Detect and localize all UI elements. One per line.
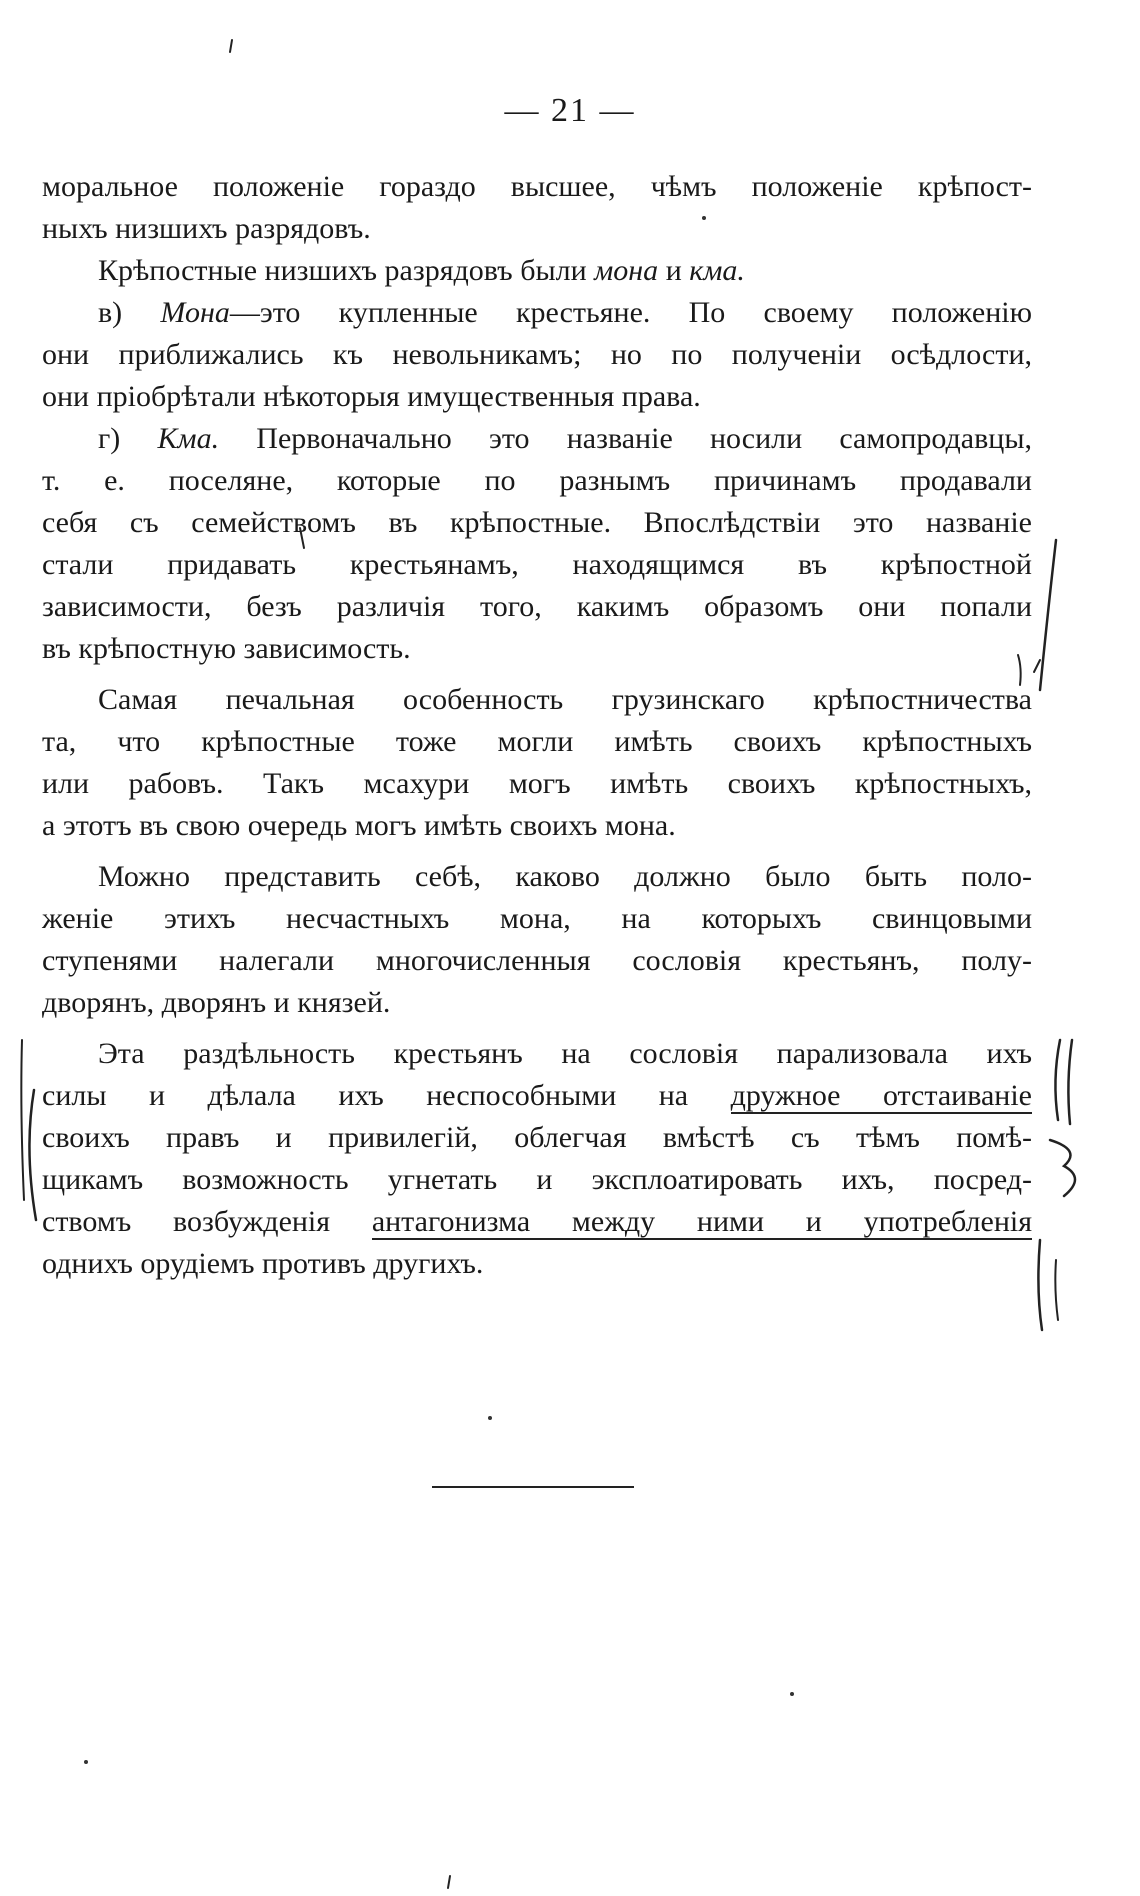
right-margin-line [1055, 1260, 1058, 1320]
right-margin-line [1040, 540, 1056, 690]
underlined-phrase: дружное отстаиванie [730, 1079, 1032, 1112]
margin-tick [448, 1876, 450, 1888]
text-run: и [665, 254, 682, 287]
right-margin-tick [1018, 655, 1021, 685]
left-margin-bracket [29, 1090, 36, 1220]
list-marker: г) [98, 422, 121, 455]
text-line: щикамъ возможность угнетать и эксплоатировать ихъ, посред- [42, 1163, 1032, 1196]
text-run: —это купленные крестьяне. По своему положенiю [229, 296, 1033, 329]
text-line: зависимости, безъ различiя того, какимъ образомъ они попали [42, 590, 1032, 623]
print-speck [702, 216, 706, 220]
margin-tick [300, 528, 304, 548]
right-margin-double-line [1055, 1040, 1060, 1120]
text-line: Самая печальная особенность грузинскаго крѣпостничества [98, 683, 1032, 716]
text-line: ступенями налегали многочисленныя сословiя крестьянъ, полу- [42, 944, 1032, 977]
text-line: т. е. поселяне, которые по разнымъ причинамъ продавали [42, 464, 1032, 497]
text-line: они приближались къ невольникамъ; но по полученiи осѣдлости, [42, 338, 1032, 371]
term-kma: кма. [689, 254, 745, 287]
text-line: дворянъ, дворянъ и князей. [42, 986, 391, 1019]
text-line: или рабовъ. Такъ мсахури могъ имѣть своихъ крѣпостныхъ, [42, 767, 1032, 800]
margin-tick [1034, 660, 1040, 672]
right-margin-line [1038, 1240, 1042, 1330]
right-margin-double-line [1068, 1040, 1072, 1124]
text-line: своихъ правъ и привилегiй, облегчая вмѣстѣ съ тѣмъ помѣ- [42, 1121, 1032, 1154]
text-line: ныхъ низшихъ разрядовъ. [42, 212, 371, 245]
text-run: Крѣпостные низшихъ разрядовъ были [98, 254, 587, 287]
text-run: силы и дѣлала ихъ неспособными на [42, 1079, 689, 1112]
term-kma: Кма. [157, 422, 220, 455]
term-mona: Мона [160, 296, 230, 329]
term-mona: мона [594, 254, 659, 287]
underlined-phrase: антагонизма между ними и употребленiя [371, 1205, 1033, 1238]
page-number: — 21 — [504, 92, 636, 129]
list-marker: в) [98, 296, 123, 329]
text-line: однихъ орудiемъ противъ другихъ. [42, 1247, 484, 1280]
left-margin-line [21, 1040, 24, 1200]
right-margin-brace [1050, 1140, 1075, 1196]
text-line: стали придавать крестьянамъ, находящимся въ крѣпостной [42, 548, 1032, 581]
print-speck [488, 1416, 492, 1420]
text-line: та, что крѣпостные тоже могли имѣть своихъ крѣпостныхъ [42, 725, 1032, 758]
text-line: Можно представить себѣ, каково должно было быть поло- [98, 860, 1032, 893]
text-line: въ крѣпостную зависимость. [42, 632, 411, 665]
text-line: себя съ семействомъ въ крѣпостные. Впослѣдствiи это названie [42, 506, 1032, 539]
text-run: ствомъ возбужденiя [42, 1205, 331, 1238]
text-line: Эта раздѣльность крестьянъ на сословiя парализовала ихъ [98, 1037, 1032, 1070]
text-line: женie этихъ несчастныхъ мона, на которыхъ свинцовыми [42, 902, 1032, 935]
text-line: моральное положенie гораздо высшее, чѣмъ положенie крѣпост- [42, 170, 1032, 203]
text-line: они прiобрѣтали нѣкоторыя имущественныя права. [42, 380, 701, 413]
print-speck [84, 1760, 88, 1764]
print-speck [790, 1692, 794, 1696]
margin-tick [230, 40, 232, 52]
text-run: Первоначально это названie носили самопродавцы, [256, 422, 1032, 455]
text-line: а этотъ въ свою очередь могъ имѣть своихъ мона. [42, 809, 676, 842]
